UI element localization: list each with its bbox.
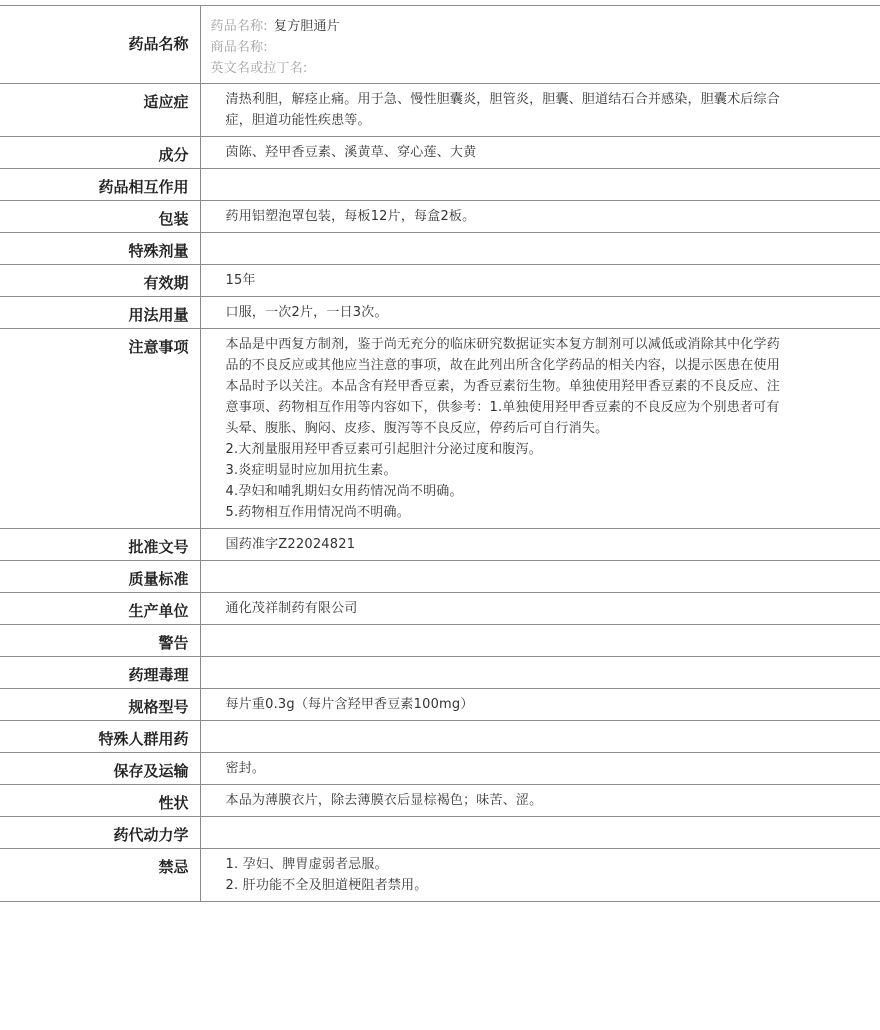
row-toxicology (0, 657, 880, 689)
row-label-warning: 警告 (0, 625, 200, 657)
english-name-label: 英文名或拉丁名: (210, 61, 308, 76)
row-ingredients (0, 137, 880, 169)
contraindication-item-2: 2. 肝功能不全及胆道梗阻者禁用。 (225, 878, 428, 893)
row-label-ingredients: 成分 (0, 137, 200, 169)
row-packaging (0, 201, 880, 233)
row-label-drug-name: 药品名称 (0, 6, 200, 84)
row-label-pharmacokinetics: 药代动力学 (0, 817, 200, 849)
row-indications (0, 84, 880, 137)
row-quality (0, 561, 880, 593)
row-approval (0, 529, 880, 561)
row-label-special-dosage: 特殊剂量 (0, 233, 200, 265)
row-special-dosage (0, 233, 880, 265)
drug-name-label: 药品名称: (210, 19, 268, 34)
row-value-approval: 国药准字Z22024821 (225, 537, 356, 552)
row-value-special-population (200, 721, 880, 753)
row-value-contraindications (200, 849, 880, 902)
precautions-item-3: 3.炎症明显时应加用抗生素。 (225, 463, 397, 478)
trade-name-line (211, 37, 786, 58)
row-validity (0, 265, 880, 297)
row-label-manufacturer: 生产单位 (0, 593, 200, 625)
row-manufacturer (0, 593, 880, 625)
row-value-warning (200, 625, 880, 657)
drug-info-table (0, 5, 880, 902)
row-value-specification: 每片重0.3g（每片含羟甲香豆素100mg） (225, 697, 474, 712)
row-value-appearance: 本品为薄膜衣片，除去薄膜衣后显棕褐色；味苦、涩。 (225, 793, 543, 808)
precautions-intro: 本品是中西复方制剂，鉴于尚无充分的临床研究数据证实本复方制剂可以减低或消除其中化学药品的不良反应或其他应当注意的事项，故在此列出所含化学药品的相关内容，以提示医患在使用本品时予以关注。本品含有羟甲香豆素，为香豆素衍生物。单独使用羟甲香豆素的不良反应、注意事项、药物相互作用等内容如下，供参考：1.单独使用羟甲香豆素的不良反应为个别患者可有头晕、腹胀、胸闷、皮疹、腹泻等不良反应，停药后可自行消失。 (225, 337, 780, 436)
row-warning (0, 625, 880, 657)
row-label-packaging: 包装 (0, 201, 200, 233)
row-value-packaging: 药用铝塑泡罩包装，每板12片，每盒2板。 (225, 209, 476, 224)
row-pharmacokinetics (0, 817, 880, 849)
drug-name-value: 复方胆通片 (273, 19, 340, 34)
contraindication-item-1: 1. 孕妇、脾胃虚弱者忌服。 (225, 857, 388, 872)
row-value-storage: 密封。 (225, 761, 266, 776)
precautions-item-4: 4.孕妇和哺乳期妇女用药情况尚不明确。 (225, 484, 463, 499)
row-label-precautions: 注意事项 (0, 329, 200, 529)
row-value-pharmacokinetics (200, 817, 880, 849)
row-value-manufacturer: 通化茂祥制药有限公司 (225, 601, 358, 616)
row-appearance (0, 785, 880, 817)
trade-name-label: 商品名称: (210, 40, 268, 55)
precautions-item-5: 5.药物相互作用情况尚不明确。 (225, 505, 410, 520)
row-label-quality: 质量标准 (0, 561, 200, 593)
row-usage (0, 297, 880, 329)
row-value-validity: 15年 (225, 273, 256, 288)
row-storage (0, 753, 880, 785)
row-value-toxicology (200, 657, 880, 689)
row-precautions (0, 329, 880, 529)
row-special-population (0, 721, 880, 753)
row-label-appearance: 性状 (0, 785, 200, 817)
row-value-special-dosage (200, 233, 880, 265)
drug-name-cell (200, 6, 880, 84)
row-label-toxicology: 药理毒理 (0, 657, 200, 689)
row-contraindications (0, 849, 880, 902)
row-label-indications: 适应症 (0, 84, 200, 137)
row-specification (0, 689, 880, 721)
drug-name-line (211, 16, 786, 37)
precautions-item-2: 2.大剂量服用羟甲香豆素可引起胆汁分泌过度和腹泻。 (225, 442, 542, 457)
row-value-ingredients: 茵陈、羟甲香豆素、溪黄草、穿心莲、大黄 (225, 145, 477, 160)
row-label-approval: 批准文号 (0, 529, 200, 561)
row-label-contraindications: 禁忌 (0, 849, 200, 902)
row-label-special-population: 特殊人群用药 (0, 721, 200, 753)
row-label-usage: 用法用量 (0, 297, 200, 329)
row-value-usage: 口服，一次2片，一日3次。 (225, 305, 388, 320)
row-label-storage: 保存及运输 (0, 753, 200, 785)
row-value-precautions (200, 329, 880, 529)
row-value-interactions (200, 169, 880, 201)
row-value-indications: 清热利胆，解痉止痛。用于急、慢性胆囊炎，胆管炎，胆囊、胆道结石合并感染，胆囊术后综合症，胆道功能性疾患等。 (225, 92, 780, 128)
row-label-validity: 有效期 (0, 265, 200, 297)
row-label-interactions: 药品相互作用 (0, 169, 200, 201)
row-label-specification: 规格型号 (0, 689, 200, 721)
english-name-line (211, 58, 786, 79)
row-interactions (0, 169, 880, 201)
row-value-quality (200, 561, 880, 593)
row-drug-name (0, 6, 880, 84)
